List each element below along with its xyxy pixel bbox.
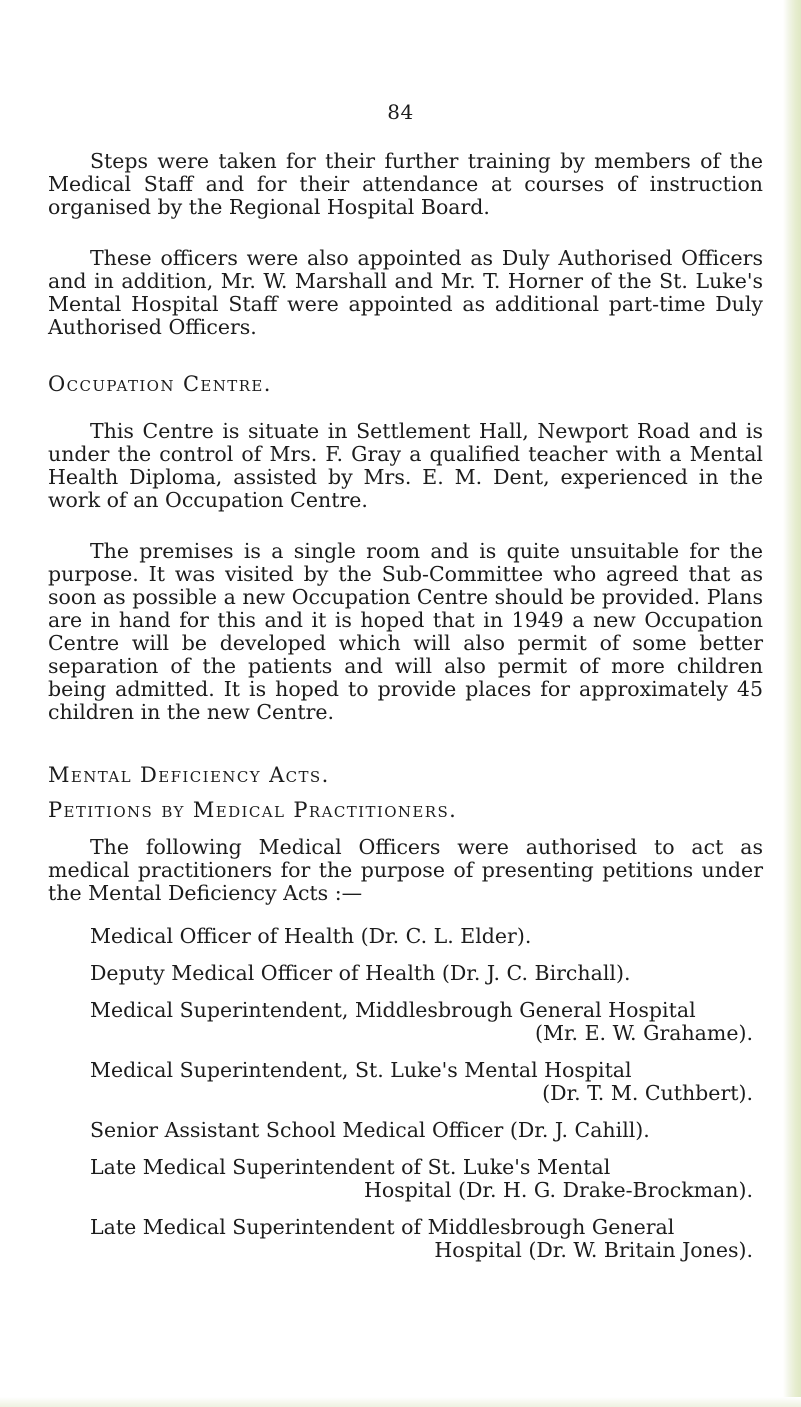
document-body	[48, 150, 763, 1276]
list-item	[90, 1059, 763, 1105]
list-item	[90, 1119, 763, 1142]
paragraph-centre-location: This Centre is situate in Settlement Hall, Newport Road and is under the control of Mrs. F. Gray a qualified teacher with a Mental Health Diploma, assisted by Mrs. E. M. Dent, experienced in the work of an Occupation Centre.	[48, 419, 763, 512]
list-item	[90, 962, 763, 985]
list-item-continuation: (Dr. T. M. Cuthbert).	[542, 1081, 753, 1105]
paragraph-authorised: The following Medical Officers were authorised to act as medical practitioners for the purpose of presenting petitions under the Mental Deficiency Acts :—	[48, 835, 763, 905]
page-edge-shadow	[783, 0, 801, 1407]
list-item-line: Medical Superintendent, Middlesbrough General Hospital	[90, 998, 696, 1022]
list-item-line: Deputy Medical Officer of Health (Dr. J. C. Birchall).	[90, 961, 631, 985]
list-item	[90, 1216, 763, 1262]
list-item-line: Late Medical Superintendent of Middlesbrough General	[90, 1215, 675, 1239]
list-item-continuation: Hospital (Dr. H. G. Drake-Brockman).	[364, 1178, 753, 1202]
list-item-continuation: (Mr. E. W. Grahame).	[535, 1021, 753, 1045]
heading-petitions: Petitions by Medical Practitioners.	[48, 798, 458, 822]
paragraph-training: Steps were taken for their further training by members of the Medical Staff and for their attendance at courses of instruction organised by the Regional Hospital Board.	[48, 149, 763, 219]
list-item	[90, 1156, 763, 1202]
paragraph-officers: These officers were also appointed as Duly Authorised Officers and in addition, Mr. W. Marshall and Mr. T. Horner of the St. Luke's Mental Hospital Staff were appointed as additional part-time Duly Authorised Officers.	[48, 246, 763, 339]
page-number: 84	[387, 100, 414, 124]
list-item	[90, 925, 763, 948]
list-item-continuation: Hospital (Dr. W. Britain Jones).	[434, 1238, 753, 1262]
heading-mental-deficiency-acts: Mental Deficiency Acts.	[48, 763, 330, 787]
list-item-line: Senior Assistant School Medical Officer (Dr. J. Cahill).	[90, 1118, 650, 1142]
officers-list	[48, 925, 763, 1262]
heading-occupation-centre: Occupation Centre.	[48, 372, 272, 396]
page-bottom-edge	[0, 1397, 801, 1407]
list-item	[90, 999, 763, 1045]
list-item-line: Medical Officer of Health (Dr. C. L. Elder).	[90, 924, 532, 948]
list-item-line: Medical Superintendent, St. Luke's Mental Hospital	[90, 1058, 632, 1082]
list-item-line: Late Medical Superintendent of St. Luke's Mental	[90, 1155, 611, 1179]
paragraph-premises: The premises is a single room and is quite unsuitable for the purpose. It was visited by the Sub-Committee who agreed that as soon as possible a new Occupation Centre should be provided. Plans are in hand for this and it is hoped that in 1949 a new Occupation Centre will be developed which will also permit of some better separation of the patients and will also permit of more children being admitted. It is hoped to provide places for approximately 45 children in the new Centre.	[48, 539, 763, 724]
